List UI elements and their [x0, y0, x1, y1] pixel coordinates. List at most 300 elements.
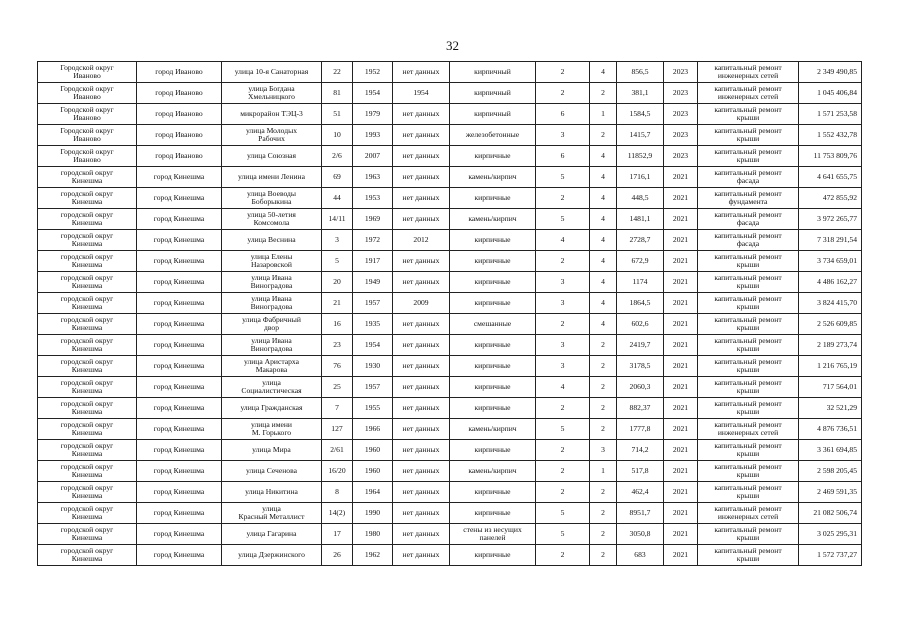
cell-settlement: город Кинешма: [137, 167, 222, 188]
cell-settlement: город Кинешма: [137, 188, 222, 209]
table-row: [38, 482, 862, 503]
cell-area: 11852,9: [617, 146, 664, 167]
cell-area: 882,37: [617, 398, 664, 419]
cell-street: улица Воеводы Боборыкина: [222, 188, 322, 209]
cell-repair-year: 2021: [664, 209, 698, 230]
cell-overhaul-year: 2009: [393, 293, 450, 314]
cell-wall-material: кирпичные: [450, 356, 536, 377]
table-row: [38, 545, 862, 566]
cell-floors: 2: [536, 440, 590, 461]
cell-entrances: 2: [590, 356, 617, 377]
cell-wall-material: кирпичные: [450, 230, 536, 251]
cell-settlement: город Кинешма: [137, 545, 222, 566]
cell-build-year: 1935: [353, 314, 393, 335]
cell-floors: 5: [536, 524, 590, 545]
cell-municipality: городской округ Кинешма: [38, 188, 137, 209]
cell-floors: 2: [536, 83, 590, 104]
cell-settlement: город Кинешма: [137, 440, 222, 461]
cell-entrances: 2: [590, 482, 617, 503]
cell-municipality: Городской округ Иваново: [38, 104, 137, 125]
housing-repair-table: [37, 61, 862, 566]
cell-repair-type: капитальный ремонт крыши: [698, 440, 799, 461]
cell-municipality: Городской округ Иваново: [38, 83, 137, 104]
cell-entrances: 4: [590, 251, 617, 272]
page-number: 32: [446, 38, 459, 53]
cell-area: 3050,8: [617, 524, 664, 545]
cell-area: 1864,5: [617, 293, 664, 314]
cell-wall-material: кирпичный: [450, 104, 536, 125]
cell-repair-year: 2021: [664, 251, 698, 272]
cell-repair-year: 2021: [664, 503, 698, 524]
cell-municipality: городской округ Кинешма: [38, 167, 137, 188]
cell-repair-type: капитальный ремонт крыши: [698, 545, 799, 566]
cell-entrances: 2: [590, 125, 617, 146]
cell-entrances: 4: [590, 293, 617, 314]
cell-repair-type: капитальный ремонт крыши: [698, 293, 799, 314]
cell-overhaul-year: нет данных: [393, 545, 450, 566]
cell-house-number: 26: [322, 545, 353, 566]
cell-repair-cost: 32 521,29: [799, 398, 862, 419]
cell-repair-year: 2023: [664, 146, 698, 167]
table-row: [38, 125, 862, 146]
cell-repair-type: капитальный ремонт инженерных сетей: [698, 503, 799, 524]
table-row: [38, 272, 862, 293]
cell-area: 3178,5: [617, 356, 664, 377]
cell-area: 2060,3: [617, 377, 664, 398]
cell-floors: 4: [536, 230, 590, 251]
cell-repair-cost: 3 361 694,85: [799, 440, 862, 461]
table-row: [38, 440, 862, 461]
cell-floors: 3: [536, 356, 590, 377]
cell-build-year: 1955: [353, 398, 393, 419]
cell-repair-cost: 1 571 253,58: [799, 104, 862, 125]
table-row: [38, 524, 862, 545]
cell-repair-cost: 3 734 659,01: [799, 251, 862, 272]
cell-floors: 6: [536, 104, 590, 125]
cell-wall-material: смешанные: [450, 314, 536, 335]
cell-house-number: 16: [322, 314, 353, 335]
cell-street: улица Аристарха Макарова: [222, 356, 322, 377]
cell-entrances: 1: [590, 461, 617, 482]
cell-area: 856,5: [617, 62, 664, 83]
cell-municipality: городской округ Кинешма: [38, 377, 137, 398]
cell-repair-type: капитальный ремонт инженерных сетей: [698, 419, 799, 440]
cell-entrances: 4: [590, 62, 617, 83]
cell-repair-cost: 1 045 406,84: [799, 83, 862, 104]
cell-repair-year: 2021: [664, 377, 698, 398]
cell-overhaul-year: 1954: [393, 83, 450, 104]
cell-street: улица Социалистическая: [222, 377, 322, 398]
cell-municipality: городской округ Кинешма: [38, 209, 137, 230]
cell-wall-material: кирпичные: [450, 503, 536, 524]
cell-build-year: 1949: [353, 272, 393, 293]
cell-repair-type: капитальный ремонт фасада: [698, 209, 799, 230]
cell-house-number: 14/11: [322, 209, 353, 230]
cell-floors: 2: [536, 251, 590, 272]
cell-repair-year: 2021: [664, 524, 698, 545]
cell-entrances: 4: [590, 230, 617, 251]
cell-house-number: 3: [322, 230, 353, 251]
cell-house-number: 23: [322, 335, 353, 356]
cell-build-year: 1957: [353, 293, 393, 314]
cell-wall-material: камень/кирпич: [450, 461, 536, 482]
cell-municipality: городской округ Кинешма: [38, 293, 137, 314]
table-row: [38, 230, 862, 251]
cell-street: улица Мира: [222, 440, 322, 461]
cell-settlement: город Кинешма: [137, 419, 222, 440]
cell-overhaul-year: нет данных: [393, 377, 450, 398]
cell-wall-material: кирпичные: [450, 335, 536, 356]
cell-street: улица Ивана Виноградова: [222, 272, 322, 293]
cell-area: 517,8: [617, 461, 664, 482]
cell-house-number: 69: [322, 167, 353, 188]
cell-wall-material: камень/кирпич: [450, 167, 536, 188]
cell-street: улица имени М. Горького: [222, 419, 322, 440]
cell-settlement: город Кинешма: [137, 209, 222, 230]
cell-repair-type: капитальный ремонт крыши: [698, 125, 799, 146]
table-row: [38, 62, 862, 83]
cell-settlement: город Кинешма: [137, 335, 222, 356]
cell-overhaul-year: нет данных: [393, 146, 450, 167]
table-row: [38, 377, 862, 398]
cell-municipality: городской округ Кинешма: [38, 419, 137, 440]
cell-repair-type: капитальный ремонт крыши: [698, 461, 799, 482]
table-row: [38, 419, 862, 440]
cell-municipality: Городской округ Иваново: [38, 62, 137, 83]
cell-street: улица Молодых Рабочих: [222, 125, 322, 146]
cell-house-number: 2/61: [322, 440, 353, 461]
cell-house-number: 81: [322, 83, 353, 104]
cell-entrances: 2: [590, 377, 617, 398]
table-row: [38, 503, 862, 524]
cell-entrances: 2: [590, 524, 617, 545]
cell-municipality: городской округ Кинешма: [38, 398, 137, 419]
cell-overhaul-year: нет данных: [393, 356, 450, 377]
cell-build-year: 1966: [353, 419, 393, 440]
table-row: [38, 314, 862, 335]
cell-repair-year: 2021: [664, 482, 698, 503]
table-row: [38, 251, 862, 272]
cell-entrances: 2: [590, 545, 617, 566]
cell-repair-type: капитальный ремонт крыши: [698, 356, 799, 377]
cell-wall-material: кирпичные: [450, 482, 536, 503]
cell-repair-cost: 3 824 415,70: [799, 293, 862, 314]
cell-build-year: 2007: [353, 146, 393, 167]
cell-municipality: городской округ Кинешма: [38, 503, 137, 524]
cell-repair-cost: 11 753 809,76: [799, 146, 862, 167]
cell-floors: 6: [536, 146, 590, 167]
cell-street: улица Гражданская: [222, 398, 322, 419]
cell-wall-material: кирпичный: [450, 83, 536, 104]
cell-entrances: 4: [590, 167, 617, 188]
cell-build-year: 1954: [353, 335, 393, 356]
table-row: [38, 398, 862, 419]
cell-overhaul-year: нет данных: [393, 524, 450, 545]
cell-street: улица Веснина: [222, 230, 322, 251]
cell-repair-year: 2023: [664, 62, 698, 83]
cell-street: улица Богдана Хмельницкого: [222, 83, 322, 104]
cell-repair-cost: 21 082 506,74: [799, 503, 862, 524]
cell-repair-cost: 717 564,01: [799, 377, 862, 398]
cell-area: 381,1: [617, 83, 664, 104]
cell-area: 2419,7: [617, 335, 664, 356]
cell-floors: 5: [536, 209, 590, 230]
cell-floors: 3: [536, 335, 590, 356]
cell-wall-material: кирпичные: [450, 146, 536, 167]
cell-build-year: 1954: [353, 83, 393, 104]
cell-build-year: 1962: [353, 545, 393, 566]
cell-settlement: город Кинешма: [137, 314, 222, 335]
table-row: [38, 356, 862, 377]
cell-entrances: 4: [590, 209, 617, 230]
cell-wall-material: камень/кирпич: [450, 209, 536, 230]
cell-repair-year: 2021: [664, 356, 698, 377]
cell-overhaul-year: нет данных: [393, 125, 450, 146]
cell-settlement: город Иваново: [137, 125, 222, 146]
cell-repair-cost: 2 189 273,74: [799, 335, 862, 356]
cell-floors: 5: [536, 503, 590, 524]
cell-house-number: 44: [322, 188, 353, 209]
cell-area: 602,6: [617, 314, 664, 335]
cell-wall-material: кирпичные: [450, 398, 536, 419]
cell-house-number: 76: [322, 356, 353, 377]
cell-overhaul-year: нет данных: [393, 482, 450, 503]
cell-build-year: 1960: [353, 440, 393, 461]
cell-street: улица Гагарина: [222, 524, 322, 545]
cell-floors: 4: [536, 377, 590, 398]
cell-repair-year: 2023: [664, 125, 698, 146]
cell-build-year: 1969: [353, 209, 393, 230]
cell-floors: 2: [536, 398, 590, 419]
cell-overhaul-year: нет данных: [393, 419, 450, 440]
cell-repair-cost: 7 318 291,54: [799, 230, 862, 251]
table-row: [38, 209, 862, 230]
cell-house-number: 7: [322, 398, 353, 419]
cell-house-number: 16/20: [322, 461, 353, 482]
cell-municipality: городской округ Кинешма: [38, 335, 137, 356]
table-row: [38, 293, 862, 314]
cell-municipality: городской округ Кинешма: [38, 314, 137, 335]
cell-floors: 3: [536, 293, 590, 314]
cell-repair-year: 2023: [664, 104, 698, 125]
cell-repair-type: капитальный ремонт инженерных сетей: [698, 62, 799, 83]
cell-street: улица Ивана Виноградова: [222, 335, 322, 356]
cell-overhaul-year: нет данных: [393, 398, 450, 419]
cell-settlement: город Иваново: [137, 146, 222, 167]
cell-house-number: 21: [322, 293, 353, 314]
cell-repair-year: 2021: [664, 335, 698, 356]
cell-entrances: 2: [590, 503, 617, 524]
cell-repair-cost: 3 972 265,77: [799, 209, 862, 230]
cell-wall-material: кирпичные: [450, 251, 536, 272]
cell-house-number: 10: [322, 125, 353, 146]
cell-settlement: город Иваново: [137, 62, 222, 83]
cell-overhaul-year: нет данных: [393, 461, 450, 482]
cell-repair-type: капитальный ремонт фасада: [698, 230, 799, 251]
cell-floors: 2: [536, 314, 590, 335]
cell-area: 714,2: [617, 440, 664, 461]
cell-repair-year: 2021: [664, 398, 698, 419]
cell-overhaul-year: нет данных: [393, 335, 450, 356]
cell-entrances: 2: [590, 419, 617, 440]
cell-settlement: город Кинешма: [137, 482, 222, 503]
cell-municipality: Городской округ Иваново: [38, 146, 137, 167]
cell-street: улица Никитина: [222, 482, 322, 503]
cell-build-year: 1964: [353, 482, 393, 503]
cell-house-number: 8: [322, 482, 353, 503]
cell-repair-year: 2021: [664, 272, 698, 293]
cell-municipality: городской округ Кинешма: [38, 524, 137, 545]
cell-street: улица Сеченова: [222, 461, 322, 482]
cell-repair-year: 2021: [664, 188, 698, 209]
cell-house-number: 127: [322, 419, 353, 440]
cell-entrances: 2: [590, 398, 617, 419]
cell-street: улица Ивана Виноградова: [222, 293, 322, 314]
cell-floors: 2: [536, 545, 590, 566]
cell-street: улица имени Ленина: [222, 167, 322, 188]
cell-repair-type: капитальный ремонт фундамента: [698, 188, 799, 209]
cell-repair-type: капитальный ремонт крыши: [698, 314, 799, 335]
cell-street: улица Дзержинского: [222, 545, 322, 566]
cell-wall-material: кирпичный: [450, 62, 536, 83]
cell-municipality: Городской округ Иваново: [38, 125, 137, 146]
cell-repair-type: капитальный ремонт крыши: [698, 146, 799, 167]
cell-wall-material: кирпичные: [450, 293, 536, 314]
cell-house-number: 22: [322, 62, 353, 83]
cell-settlement: город Кинешма: [137, 356, 222, 377]
cell-entrances: 4: [590, 146, 617, 167]
cell-entrances: 2: [590, 335, 617, 356]
cell-repair-type: капитальный ремонт инженерных сетей: [698, 83, 799, 104]
cell-build-year: 1953: [353, 188, 393, 209]
cell-street: улица Красный Металлист: [222, 503, 322, 524]
cell-municipality: городской округ Кинешма: [38, 461, 137, 482]
cell-house-number: 5: [322, 251, 353, 272]
cell-build-year: 1957: [353, 377, 393, 398]
cell-floors: 5: [536, 167, 590, 188]
cell-repair-year: 2023: [664, 83, 698, 104]
cell-entrances: 2: [590, 83, 617, 104]
cell-floors: 2: [536, 188, 590, 209]
cell-area: 1777,8: [617, 419, 664, 440]
cell-repair-type: капитальный ремонт крыши: [698, 272, 799, 293]
cell-area: 672,9: [617, 251, 664, 272]
cell-repair-year: 2021: [664, 314, 698, 335]
cell-repair-year: 2021: [664, 545, 698, 566]
cell-house-number: 2/6: [322, 146, 353, 167]
cell-repair-cost: 2 469 591,35: [799, 482, 862, 503]
cell-municipality: городской округ Кинешма: [38, 482, 137, 503]
cell-house-number: 51: [322, 104, 353, 125]
cell-area: 2728,7: [617, 230, 664, 251]
cell-wall-material: камень/кирпич: [450, 419, 536, 440]
cell-repair-year: 2021: [664, 230, 698, 251]
cell-overhaul-year: нет данных: [393, 251, 450, 272]
cell-settlement: город Кинешма: [137, 503, 222, 524]
cell-overhaul-year: нет данных: [393, 104, 450, 125]
cell-repair-year: 2021: [664, 167, 698, 188]
cell-settlement: город Кинешма: [137, 230, 222, 251]
cell-repair-type: капитальный ремонт крыши: [698, 104, 799, 125]
cell-wall-material: стены из несущих панелей: [450, 524, 536, 545]
cell-area: 448,5: [617, 188, 664, 209]
cell-overhaul-year: нет данных: [393, 272, 450, 293]
cell-repair-cost: 4 641 655,75: [799, 167, 862, 188]
cell-repair-type: капитальный ремонт крыши: [698, 524, 799, 545]
cell-overhaul-year: нет данных: [393, 503, 450, 524]
cell-settlement: город Кинешма: [137, 251, 222, 272]
cell-floors: 3: [536, 272, 590, 293]
cell-repair-cost: 4 876 736,51: [799, 419, 862, 440]
cell-area: 1481,1: [617, 209, 664, 230]
cell-area: 1716,1: [617, 167, 664, 188]
cell-settlement: город Иваново: [137, 83, 222, 104]
cell-repair-type: капитальный ремонт крыши: [698, 377, 799, 398]
cell-municipality: городской округ Кинешма: [38, 230, 137, 251]
table-row: [38, 188, 862, 209]
cell-overhaul-year: нет данных: [393, 440, 450, 461]
cell-repair-type: капитальный ремонт крыши: [698, 482, 799, 503]
cell-repair-cost: 1 216 765,19: [799, 356, 862, 377]
cell-area: 683: [617, 545, 664, 566]
cell-house-number: 25: [322, 377, 353, 398]
cell-overhaul-year: нет данных: [393, 62, 450, 83]
cell-settlement: город Кинешма: [137, 293, 222, 314]
cell-municipality: городской округ Кинешма: [38, 251, 137, 272]
cell-floors: 2: [536, 62, 590, 83]
cell-area: 1415,7: [617, 125, 664, 146]
cell-repair-cost: 2 349 490,85: [799, 62, 862, 83]
cell-repair-type: капитальный ремонт крыши: [698, 335, 799, 356]
cell-repair-year: 2021: [664, 440, 698, 461]
cell-entrances: 3: [590, 440, 617, 461]
cell-repair-cost: 2 598 205,45: [799, 461, 862, 482]
cell-build-year: 1993: [353, 125, 393, 146]
cell-floors: 2: [536, 482, 590, 503]
cell-street: улица Союзная: [222, 146, 322, 167]
cell-house-number: 17: [322, 524, 353, 545]
cell-wall-material: железобетонные: [450, 125, 536, 146]
cell-wall-material: кирпичные: [450, 377, 536, 398]
cell-repair-type: капитальный ремонт крыши: [698, 398, 799, 419]
cell-overhaul-year: нет данных: [393, 314, 450, 335]
cell-build-year: 1930: [353, 356, 393, 377]
cell-floors: 5: [536, 419, 590, 440]
cell-street: улица 10-я Санаторная: [222, 62, 322, 83]
cell-settlement: город Кинешма: [137, 272, 222, 293]
cell-municipality: городской округ Кинешма: [38, 272, 137, 293]
cell-street: улица Фабричный двор: [222, 314, 322, 335]
cell-settlement: город Кинешма: [137, 524, 222, 545]
cell-municipality: городской округ Кинешма: [38, 356, 137, 377]
cell-repair-cost: 1 552 432,78: [799, 125, 862, 146]
cell-entrances: 1: [590, 104, 617, 125]
cell-house-number: 20: [322, 272, 353, 293]
table-row: [38, 167, 862, 188]
cell-repair-type: капитальный ремонт фасада: [698, 167, 799, 188]
table-row: [38, 104, 862, 125]
table-row: [38, 83, 862, 104]
cell-street: улица Елены Назаровской: [222, 251, 322, 272]
cell-repair-cost: 472 855,92: [799, 188, 862, 209]
cell-repair-cost: 4 486 162,27: [799, 272, 862, 293]
table-row: [38, 146, 862, 167]
cell-repair-year: 2021: [664, 461, 698, 482]
cell-settlement: город Иваново: [137, 104, 222, 125]
cell-build-year: 1963: [353, 167, 393, 188]
cell-area: 462,4: [617, 482, 664, 503]
cell-entrances: 4: [590, 314, 617, 335]
